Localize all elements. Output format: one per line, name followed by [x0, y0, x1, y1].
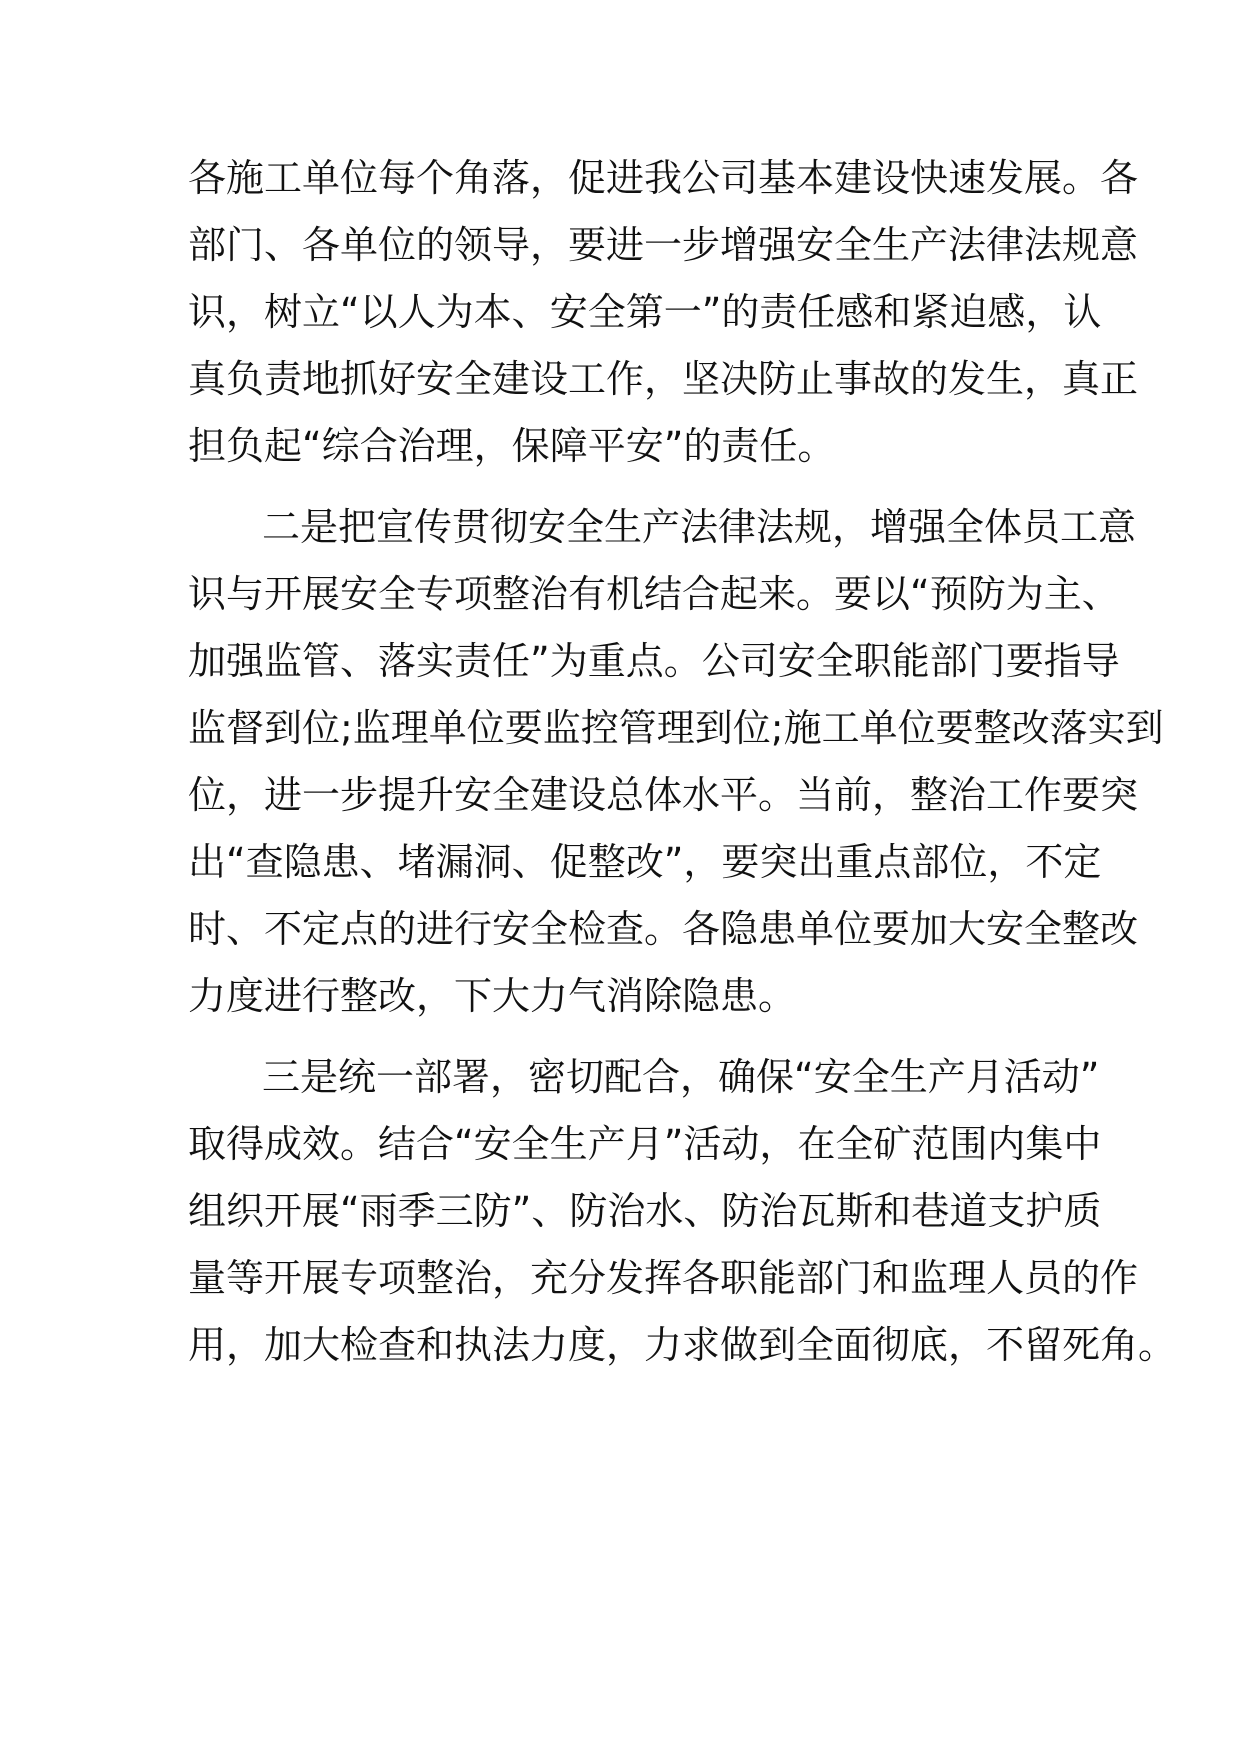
paragraph-1-line-5: 担负起“综合治理，保障平安”的责任。	[188, 424, 836, 468]
paragraph-3-line-5: 用，加大检查和执法力度，力求做到全面彻底，不留死角。	[188, 1323, 1177, 1367]
paragraph-3-line-3: 组织开展“雨季三防”、防治水、防治瓦斯和巷道支护质	[188, 1189, 1102, 1233]
paragraph-2-line-2: 识与开展安全专项整治有机结合起来。要以“预防为主、	[188, 572, 1120, 616]
paragraph-2-line-1: 二是把宣传贯彻安全生产法律法规，增强全体员工意	[262, 505, 1137, 549]
paragraph-1-line-2: 部门、各单位的领导，要进一步增强安全生产法律法规意	[188, 223, 1139, 267]
paragraph-2-line-7: 时、不定点的进行安全检查。各隐患单位要加大安全整改	[188, 907, 1139, 951]
paragraph-3-line-4: 量等开展专项整治，充分发挥各职能部门和监理人员的作	[188, 1256, 1139, 1300]
paragraph-2-line-5: 位，进一步提升安全建设总体水平。当前，整治工作要突	[188, 773, 1139, 817]
paragraph-3-line-2: 取得成效。结合“安全生产月”活动，在全矿范围内集中	[188, 1122, 1102, 1166]
paragraph-2-line-3: 加强监管、落实责任”为重点。公司安全职能部门要指导	[188, 639, 1120, 683]
paragraph-3-line-1: 三是统一部署，密切配合，确保“安全生产月活动”	[262, 1055, 1100, 1099]
paragraph-1-line-3: 识，树立“以人为本、安全第一”的责任感和紧迫感，认	[188, 290, 1102, 334]
paragraph-1-line-4: 真负责地抓好安全建设工作，坚决防止事故的发生，真正	[188, 357, 1139, 401]
paragraph-2-line-4: 监督到位;监理单位要监控管理到位;施工单位要整改落实到	[188, 706, 1164, 750]
paragraph-2-line-6: 出“查隐患、堵漏洞、促整改”，要突出重点部位，不定	[188, 840, 1102, 884]
paragraph-1-line-1: 各施工单位每个角落，促进我公司基本建设快速发展。各	[188, 156, 1139, 200]
paragraph-2-line-8: 力度进行整改，下大力气消除隐患。	[188, 974, 797, 1018]
